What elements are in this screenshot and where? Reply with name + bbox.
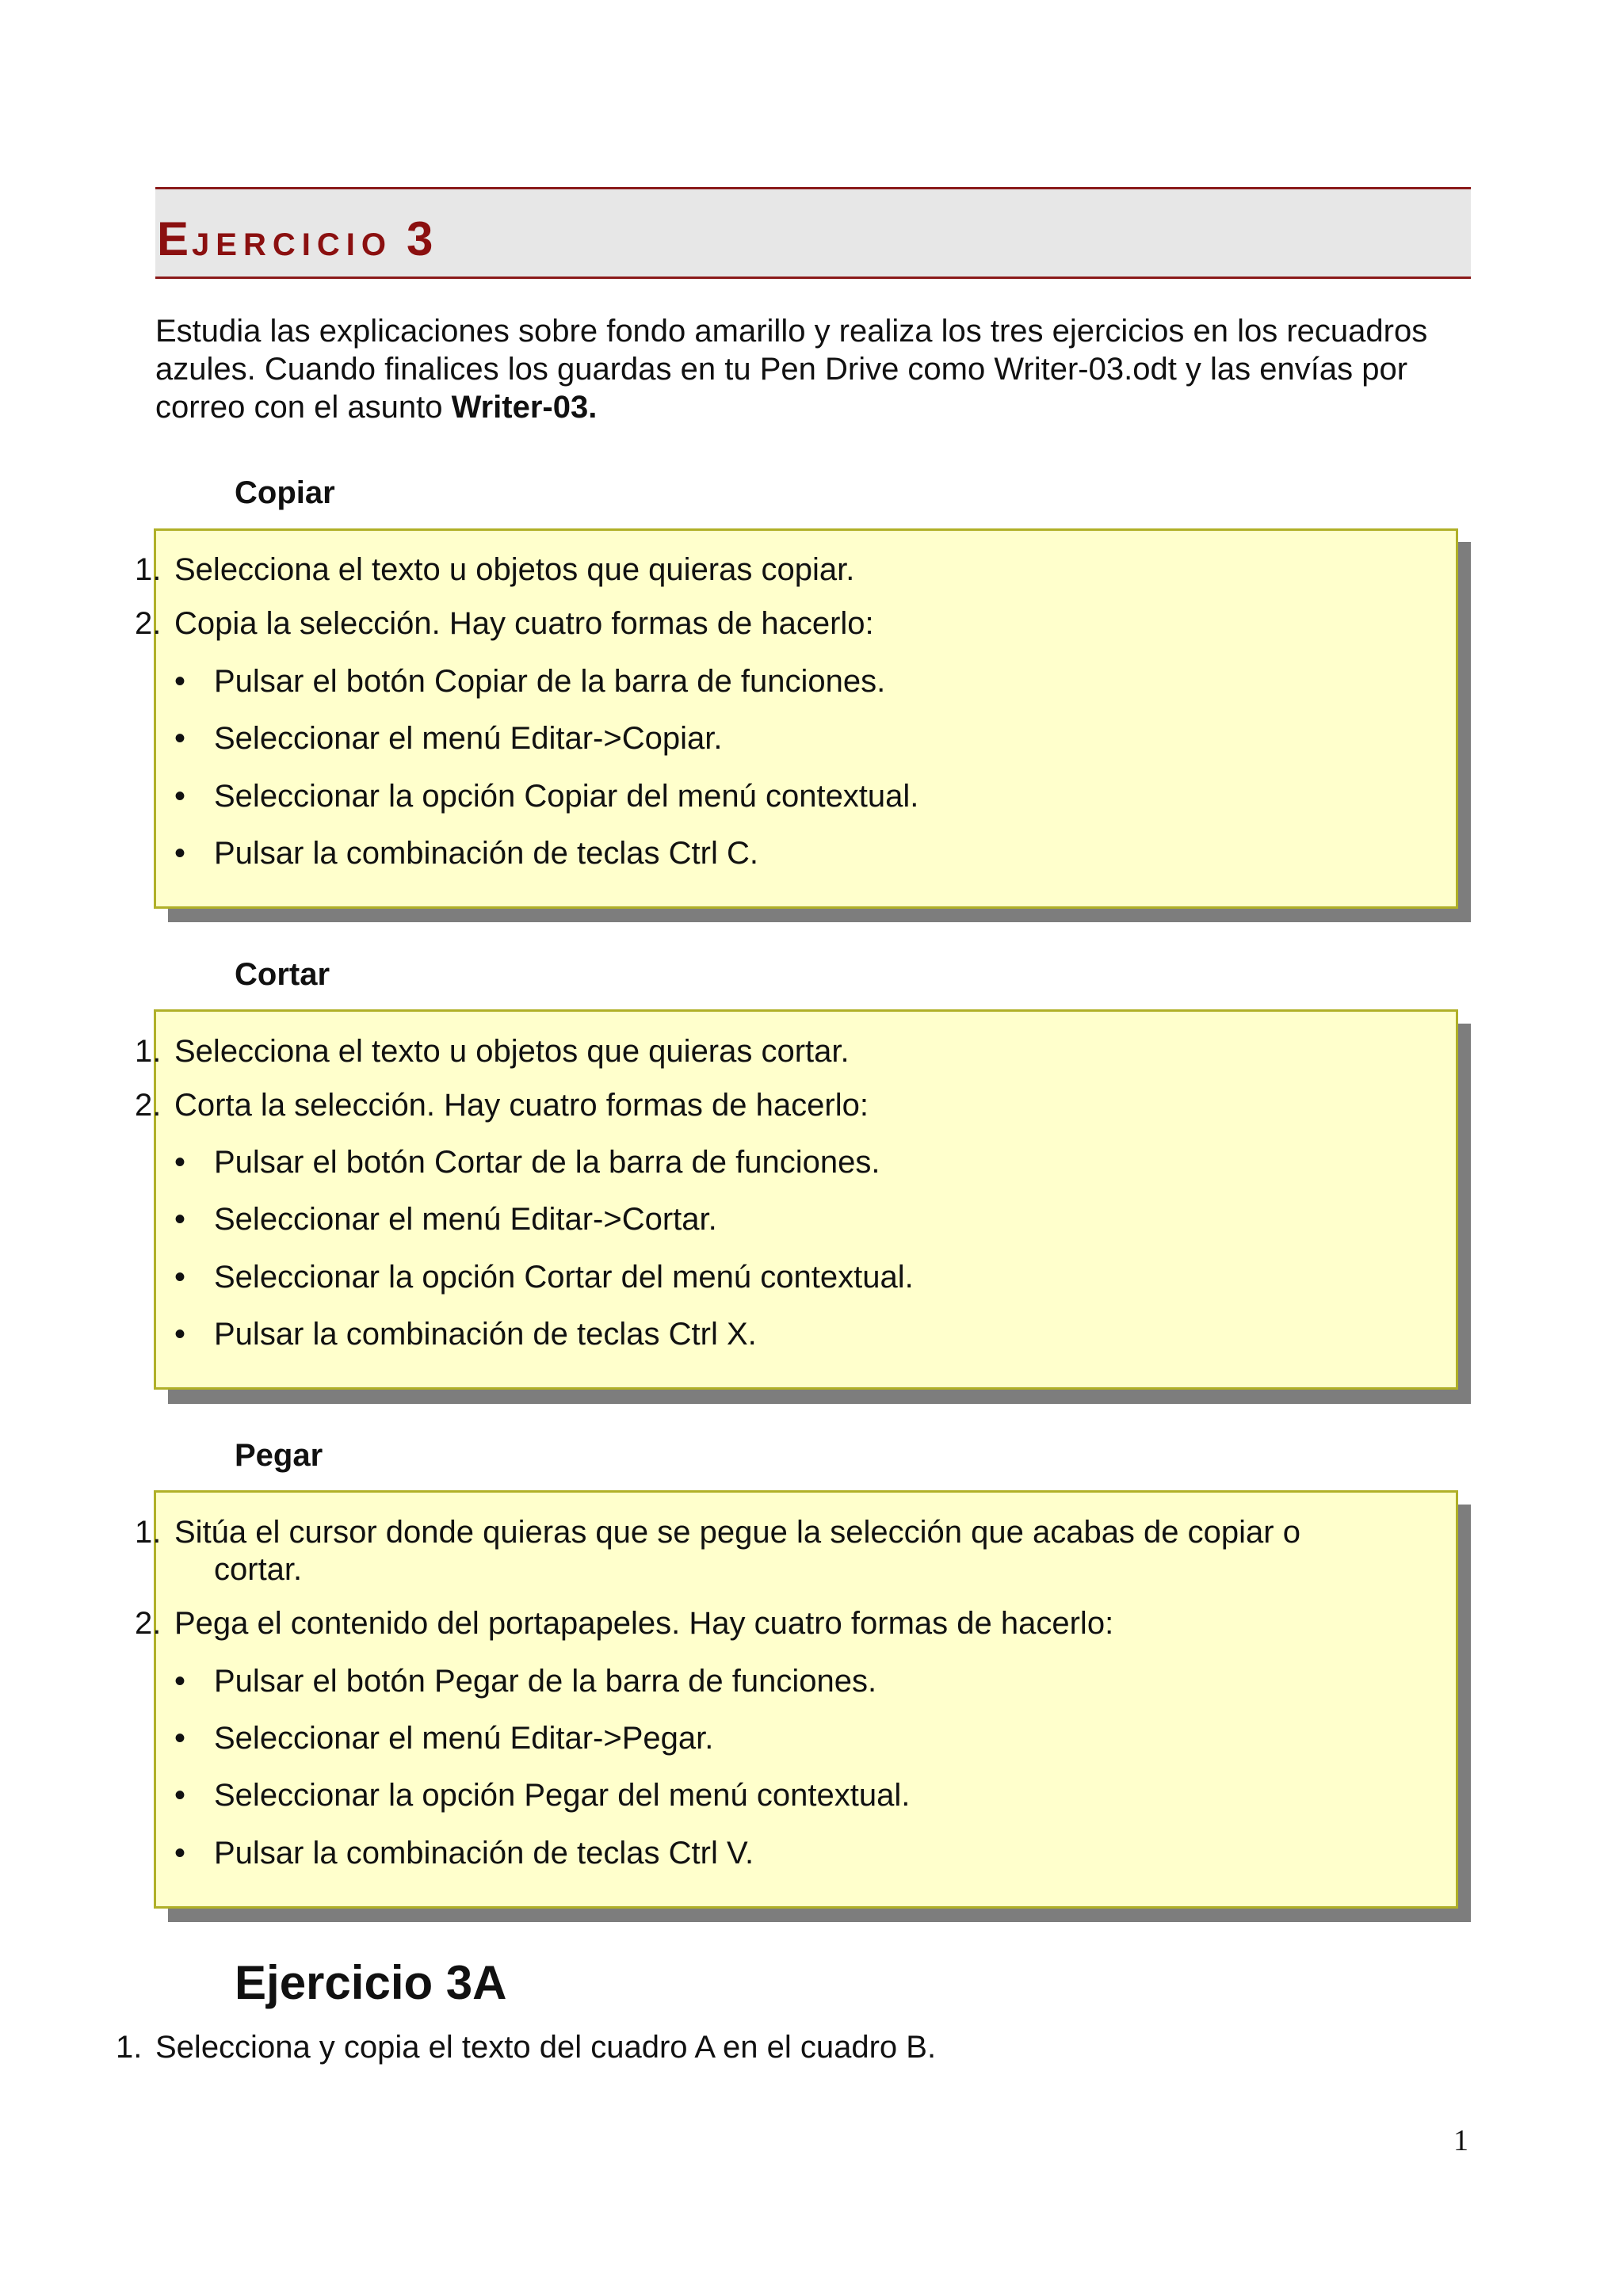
bullet-icon: • (174, 1260, 186, 1295)
intro-line-1: Estudia las explicaciones sobre fondo amarillo y realiza los tres ejercicios en los recuadros (155, 314, 1428, 349)
bullet-item: Pulsar la combinación de teclas Ctrl V. (214, 1836, 754, 1871)
title-first-letter: E (157, 212, 193, 265)
step-text-continued: cortar. (214, 1552, 303, 1587)
page-number: 1 (1453, 2124, 1468, 2157)
step-text: Corta la selección. Hay cuatro formas de hacerlo: (174, 1088, 869, 1123)
section-heading-pegar: Pegar (235, 1438, 323, 1473)
step-number: 1. (135, 1515, 162, 1550)
intro-paragraph (155, 312, 1479, 426)
bullet-icon: • (174, 1836, 186, 1871)
step-text: Selecciona el texto u objetos que quieras copiar. (174, 552, 855, 587)
step-text: Sitúa el cursor donde quieras que se pegue la selección que acabas de copiar o (174, 1515, 1300, 1550)
bullet-item: Seleccionar la opción Pegar del menú contextual. (214, 1778, 911, 1813)
intro-line-3-text: correo con el asunto (155, 390, 452, 425)
bullet-item: Seleccionar el menú Editar->Pegar. (214, 1721, 714, 1756)
bullet-icon: • (174, 1664, 186, 1699)
step-text: Copia la selección. Hay cuatro formas de hacerlo: (174, 606, 874, 641)
bullet-icon: • (174, 664, 186, 699)
step-number: 2. (135, 606, 162, 641)
bullet-item: Seleccionar la opción Cortar del menú contextual. (214, 1260, 914, 1295)
bullet-item: Seleccionar la opción Copiar del menú contextual. (214, 779, 919, 814)
bullet-icon: • (174, 1145, 186, 1180)
bullet-icon: • (174, 1317, 186, 1352)
step-number: 1. (135, 552, 162, 587)
bullet-icon: • (174, 721, 186, 756)
page-title (157, 212, 433, 266)
bullet-item: Pulsar el botón Copiar de la barra de funciones. (214, 664, 886, 699)
exercise-item-text: Selecciona y copia el texto del cuadro A en el cuadro B. (155, 2030, 937, 2065)
title-band (155, 187, 1471, 279)
bullet-icon: • (174, 1721, 186, 1756)
bullet-icon: • (174, 836, 186, 871)
bullet-icon: • (174, 779, 186, 814)
exercise-item-number: 1. (116, 2030, 143, 2065)
step-text: Pega el contenido del portapapeles. Hay cuatro formas de hacerlo: (174, 1606, 1114, 1641)
step-text: Selecciona el texto u objetos que quieras cortar. (174, 1034, 850, 1069)
title-rest: JERCICIO (192, 227, 392, 262)
bullet-item: Seleccionar el menú Editar->Cortar. (214, 1202, 717, 1237)
title-number: 3 (406, 212, 433, 265)
intro-line-2: azules. Cuando finalices los guardas en tu Pen Drive como Writer-03.odt y las envías por (155, 352, 1408, 387)
step-number: 2. (135, 1606, 162, 1641)
exercise-heading: Ejercicio 3A (235, 1956, 507, 2009)
section-heading-copiar: Copiar (235, 475, 335, 510)
step-number: 1. (135, 1034, 162, 1069)
bullet-item: Pulsar el botón Cortar de la barra de funciones. (214, 1145, 880, 1180)
intro-subject: Writer-03. (451, 390, 598, 425)
bullet-item: Pulsar la combinación de teclas Ctrl C. (214, 836, 758, 871)
bullet-icon: • (174, 1202, 186, 1237)
bullet-icon: • (174, 1778, 186, 1813)
step-number: 2. (135, 1088, 162, 1123)
section-heading-cortar: Cortar (235, 957, 330, 992)
bullet-item: Seleccionar el menú Editar->Copiar. (214, 721, 723, 756)
bullet-item: Pulsar la combinación de teclas Ctrl X. (214, 1317, 757, 1352)
intro-line-3 (155, 388, 1479, 426)
bullet-item: Pulsar el botón Pegar de la barra de funciones. (214, 1664, 877, 1699)
